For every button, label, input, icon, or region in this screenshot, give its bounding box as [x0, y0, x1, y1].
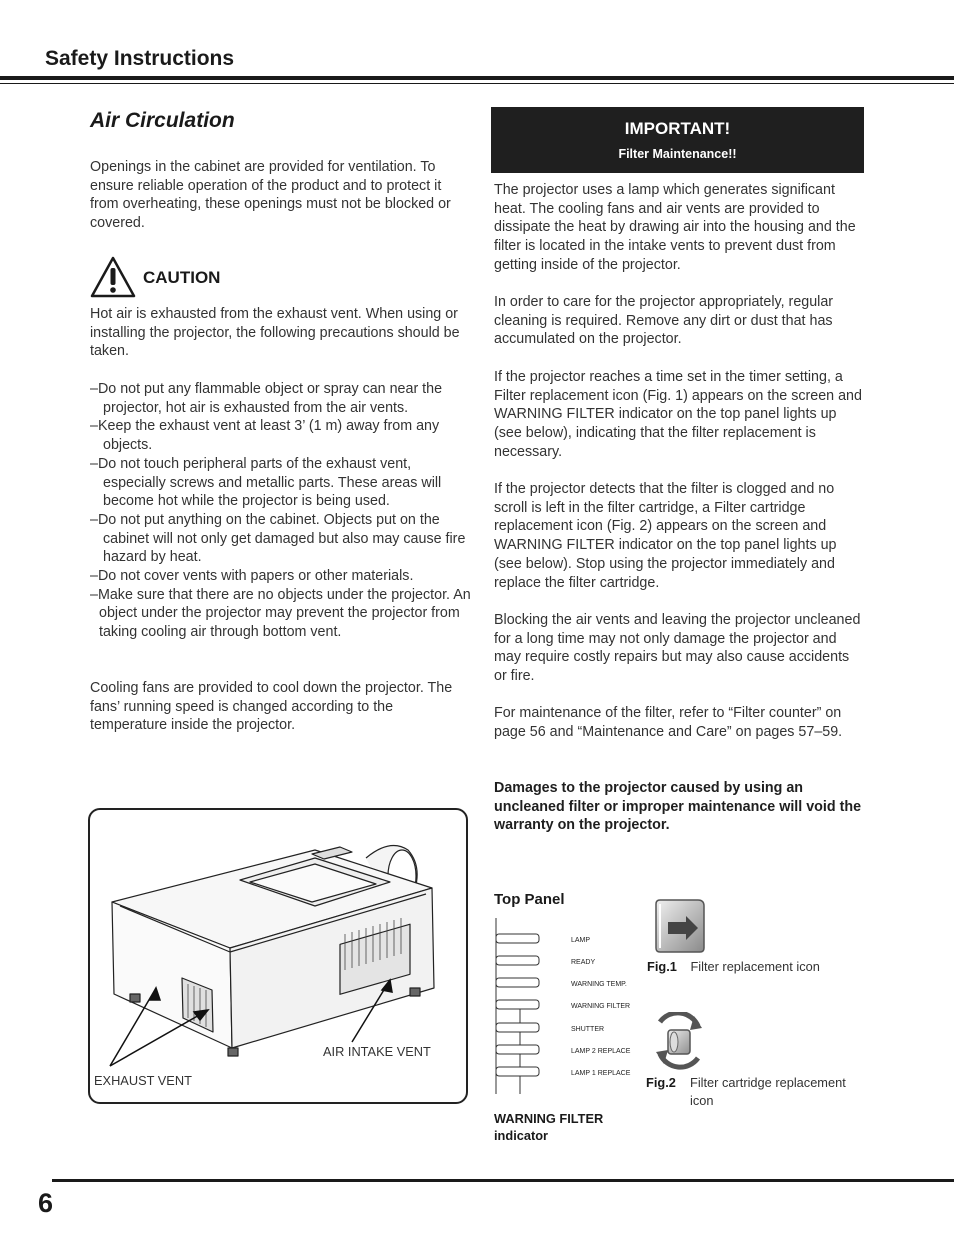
important-banner	[491, 107, 864, 173]
top-panel-label: Top Panel	[494, 891, 565, 908]
paragraph-timer: If the projector reaches a time set in the timer setting, a Filter replacement icon (Fig. 1) appears on the screen and WARNING FILTER indicator on the top panel lights up (see below), indicating that the filter replacement is necessary.	[494, 369, 862, 460]
important-title: IMPORTANT!	[624, 119, 731, 138]
list-item: –Do not cover vents with papers or other materials.	[90, 568, 414, 585]
list-item: –Keep the exhaust vent at least 3’ (1 m) away from any objects.	[90, 418, 440, 454]
air-intake-label: AIR INTAKE VENT	[323, 1044, 431, 1059]
fig2-caption-row	[646, 1074, 866, 1110]
precaution-list	[90, 380, 472, 642]
projector-illustration	[88, 808, 468, 1104]
fig1-caption-row	[647, 958, 820, 976]
page-number: 6	[38, 1188, 54, 1218]
list-item: –Do not put any flammable object or spray can near the projector, hot air is exhausted from the air vents.	[90, 381, 443, 416]
caution-icon	[90, 256, 136, 298]
list-item: –Do not put anything on the cabinet. Objects put on the cabinet will not only get damaged but also may cause fire hazard by heat.	[90, 511, 466, 566]
cooling-paragraph: Cooling fans are provided to cool down the projector. The fans’ running speed is changed according to the temperature inside the projector.	[90, 680, 453, 734]
paragraph-refer: For maintenance of the filter, refer to “Filter counter” on page 56 and “Maintenance and Care” on pages 57–59.	[494, 705, 843, 740]
section-title: Air Circulation	[90, 109, 235, 132]
fig2-caption: Filter cartridge replacement icon	[690, 1075, 846, 1108]
caution-paragraph: Hot air is exhausted from the exhaust vent. When using or installing the projector, the following precautions should be taken.	[90, 306, 460, 360]
filter-cartridge-replacement-icon	[650, 1012, 708, 1070]
caution-label: CAUTION	[143, 268, 221, 287]
paragraph-cleaning: In order to care for the projector appropriately, regular cleaning is required. Remove any dirt or dust that has accumulated on the projector.	[494, 294, 834, 348]
indicator-warning-filter: WARNING FILTER	[571, 1003, 631, 1010]
paragraph-clogged: If the projector detects that the filter is clogged and no scroll is left in the filter cartridge, a Filter cartridge replacement icon (Fig. 2) appears on the screen and WARNING FILTER indicator on the top panel lights up (see below). Stop using the projector immediately and replace the filter cartridge.	[494, 481, 837, 591]
exhaust-label: EXHAUST VENT	[94, 1073, 192, 1088]
fig2-number: Fig.2	[646, 1075, 676, 1090]
indicator-lamp: LAMP	[571, 937, 591, 944]
page-header-title: Safety Instructions	[45, 47, 235, 70]
indicator-lamp2-replace: LAMP 2 REPLACE	[571, 1048, 631, 1055]
fig1-number: Fig.1	[647, 959, 677, 974]
indicator-lamp1-replace: LAMP 1 REPLACE	[571, 1070, 631, 1077]
paragraph-blocking: Blocking the air vents and leaving the projector uncleaned for a long time may not only damage the projector and may require costly repairs but may also cause accidents or fire.	[494, 612, 861, 685]
header-rule-thin	[0, 83, 954, 84]
top-panel-diagram	[492, 918, 642, 1100]
list-item: –Make sure that there are no objects under the projector. An object under the projector may prevent the projector from taking cooling air through bottom vent.	[90, 586, 471, 641]
footer-rule	[52, 1179, 954, 1182]
list-item: –Do not touch peripheral parts of the exhaust vent, especially screws and metallic parts. These areas will become hot while the projector is being used.	[90, 455, 442, 510]
indicator-warning-temp: WARNING TEMP.	[571, 981, 627, 988]
indicator-ready: READY	[571, 959, 596, 966]
warranty-warning: Damages to the projector caused by using an uncleaned filter or improper maintenance will void the warranty on the projector.	[494, 780, 862, 834]
important-subtitle: Filter Maintenance!!	[618, 147, 737, 161]
filter-replacement-icon	[650, 898, 708, 954]
warning-filter-label: WARNING FILTER indicator	[494, 1111, 604, 1143]
header-rule	[0, 76, 954, 80]
paragraph-lamp-heat: The projector uses a lamp which generates significant heat. The cooling fans and air vents are provided to dissipate the heat by drawing air into the housing and the filter is located in the intake vents to prevent dust from getting inside of the projector.	[494, 182, 856, 273]
fig1-caption: Filter replacement icon	[690, 959, 820, 974]
indicator-shutter: SHUTTER	[571, 1026, 605, 1033]
intro-paragraph: Openings in the cabinet are provided for ventilation. To ensure reliable operation of the product and to protect it from overheating, these openings must not be blocked or covered.	[90, 159, 451, 232]
